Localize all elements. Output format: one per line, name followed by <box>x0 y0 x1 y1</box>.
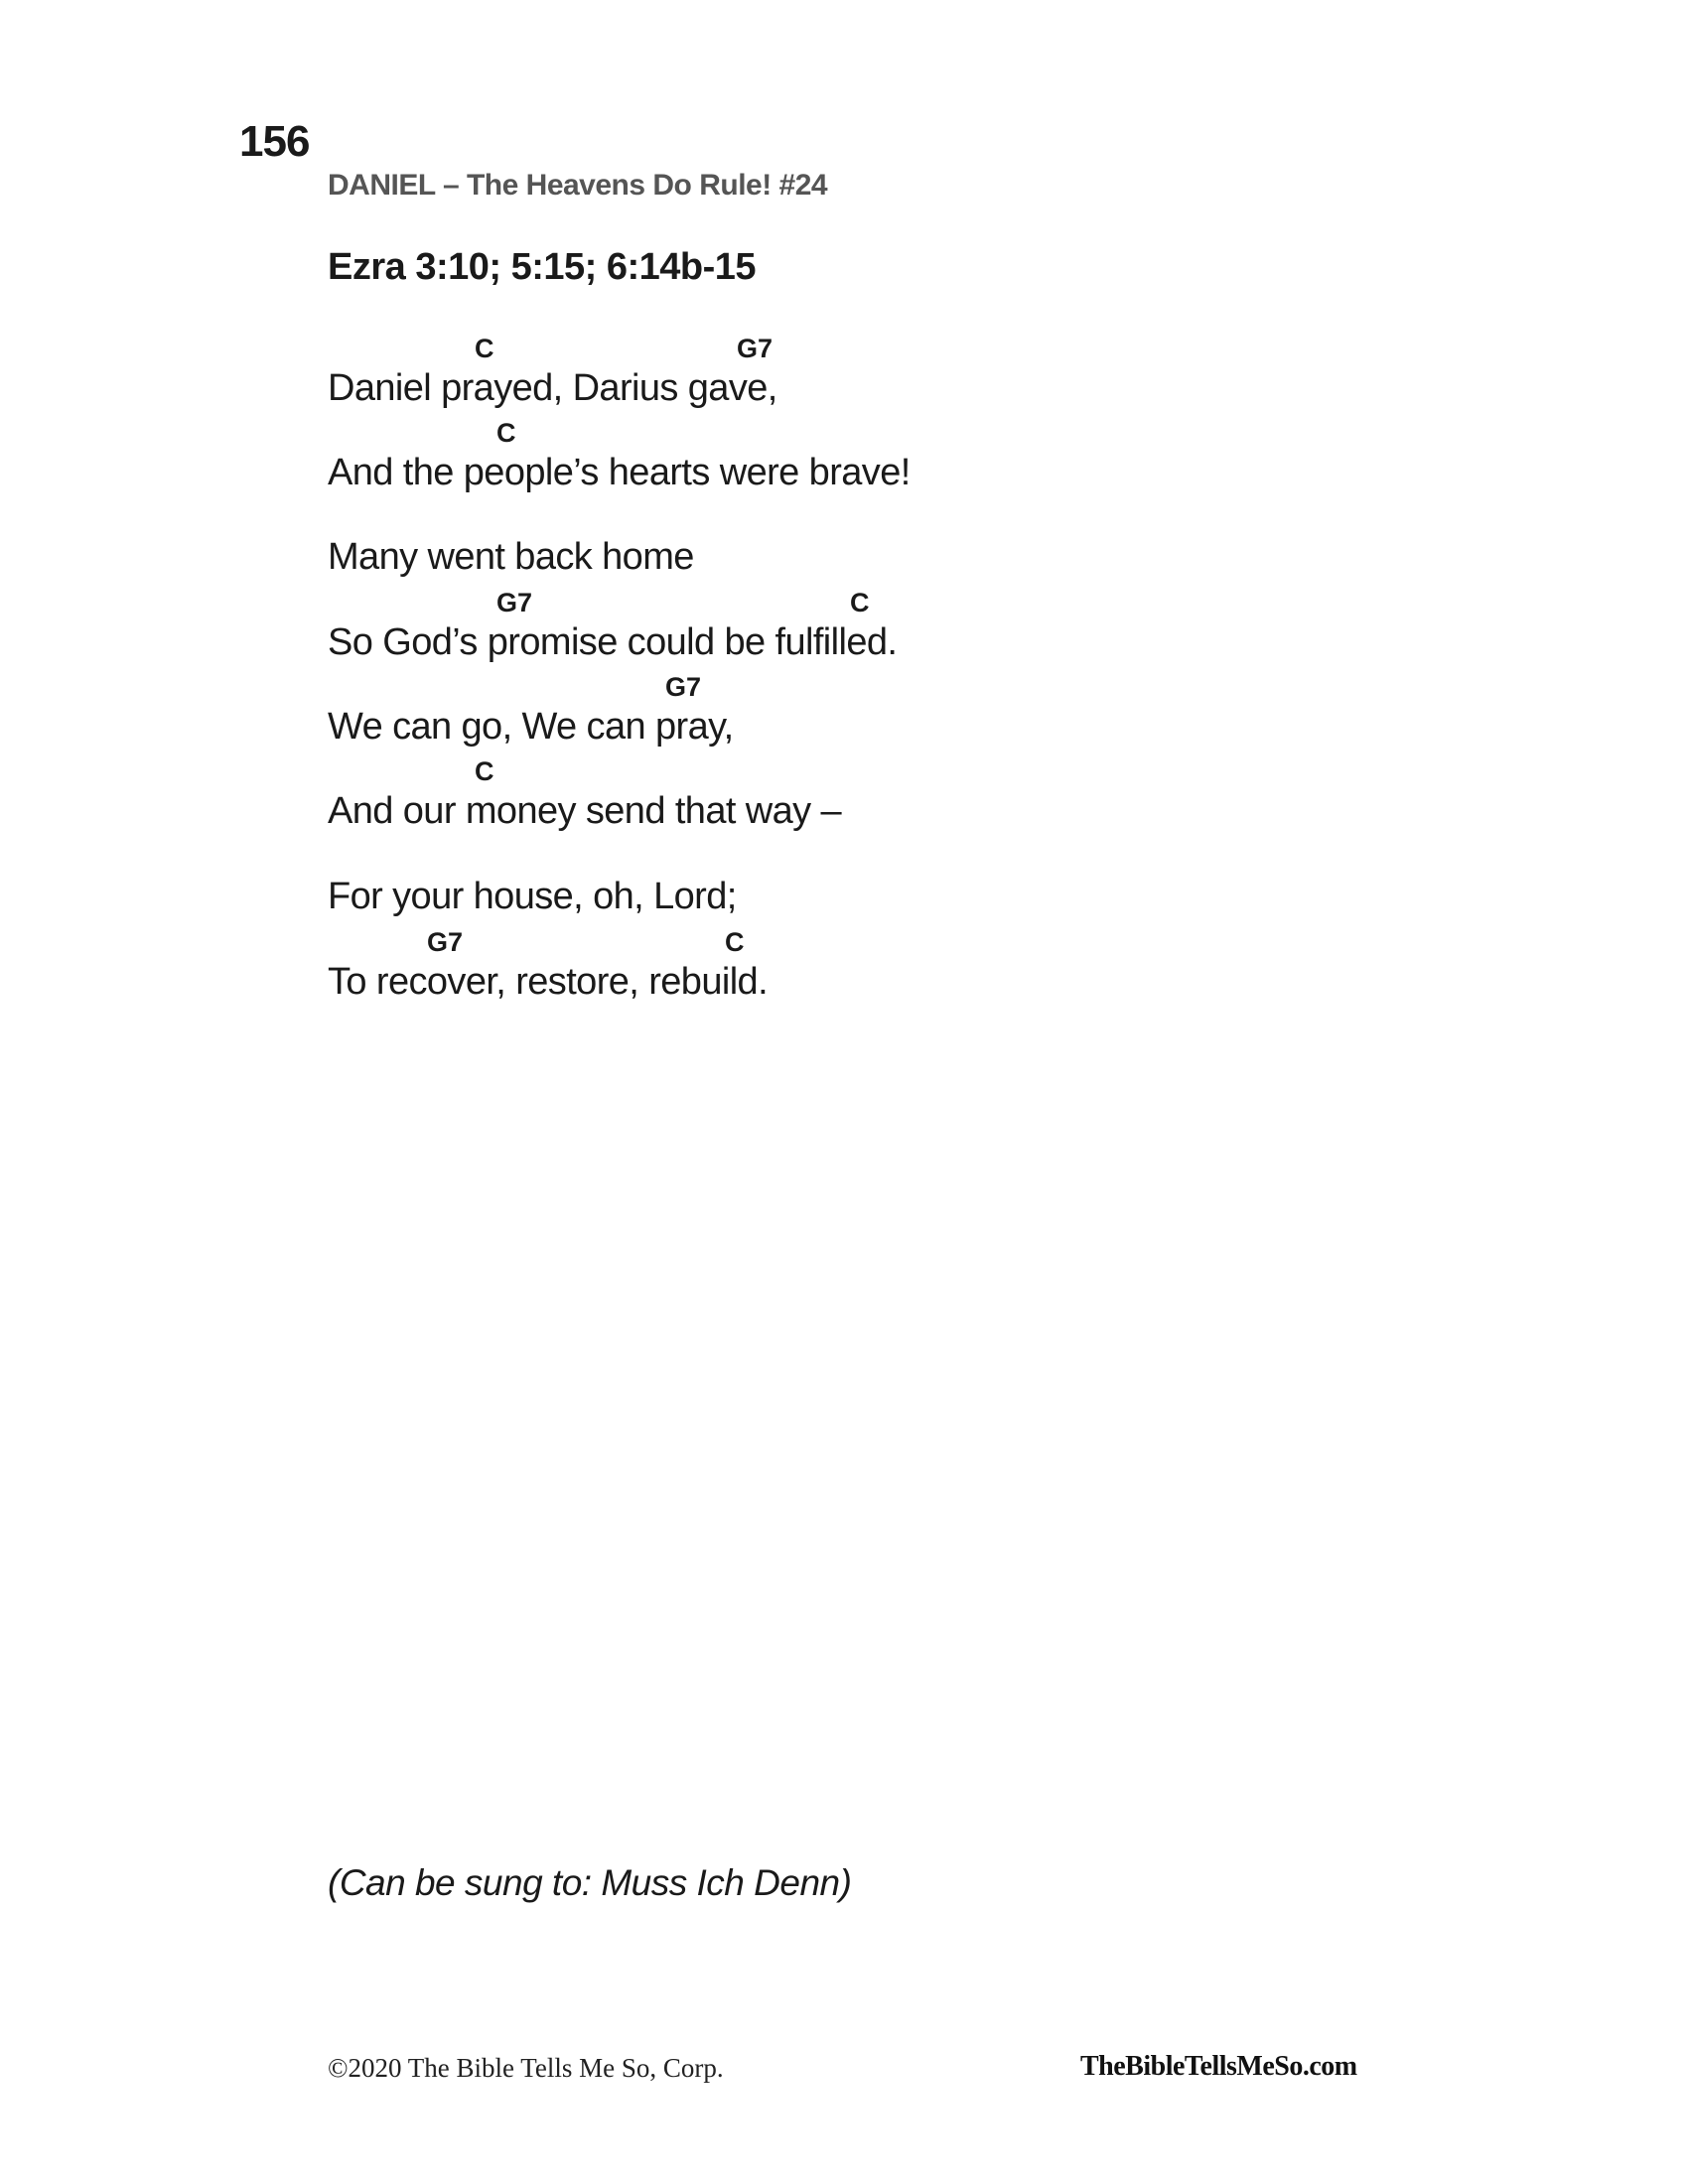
lyric-line: Many went back home <box>328 536 694 578</box>
chord: G7 <box>427 927 464 957</box>
lyric-line: Daniel prayed, Darius gave, <box>328 367 777 409</box>
lyric-line: For your house, oh, Lord; <box>328 876 737 917</box>
lyric-line: And the people’s hearts were brave! <box>328 452 911 493</box>
tune-note: (Can be sung to: Muss Ich Denn) <box>328 1862 852 1903</box>
lyric-line: We can go, We can pray, <box>328 706 734 748</box>
song-series-title: DANIEL – The Heavens Do Rule! #24 <box>328 169 828 202</box>
page-number: 156 <box>239 117 310 166</box>
scripture-reference: Ezra 3:10; 5:15; 6:14b-15 <box>328 246 757 288</box>
chord: G7 <box>665 672 702 702</box>
chord: C <box>496 418 516 448</box>
chord: C <box>475 334 494 363</box>
chord: C <box>850 588 870 617</box>
chord: C <box>475 756 494 786</box>
lyric-line: To recover, restore, rebuild. <box>328 961 769 1003</box>
website-link[interactable]: TheBibleTellsMeSo.com <box>1080 2051 1357 2082</box>
lyric-line: And our money send that way – <box>328 790 842 832</box>
chord: C <box>725 927 745 957</box>
lyric-line: So God’s promise could be fulfilled. <box>328 621 898 663</box>
copyright-notice: ©2020 The Bible Tells Me So, Corp. <box>328 2053 724 2083</box>
chord: G7 <box>737 334 774 363</box>
chord: G7 <box>496 588 533 617</box>
